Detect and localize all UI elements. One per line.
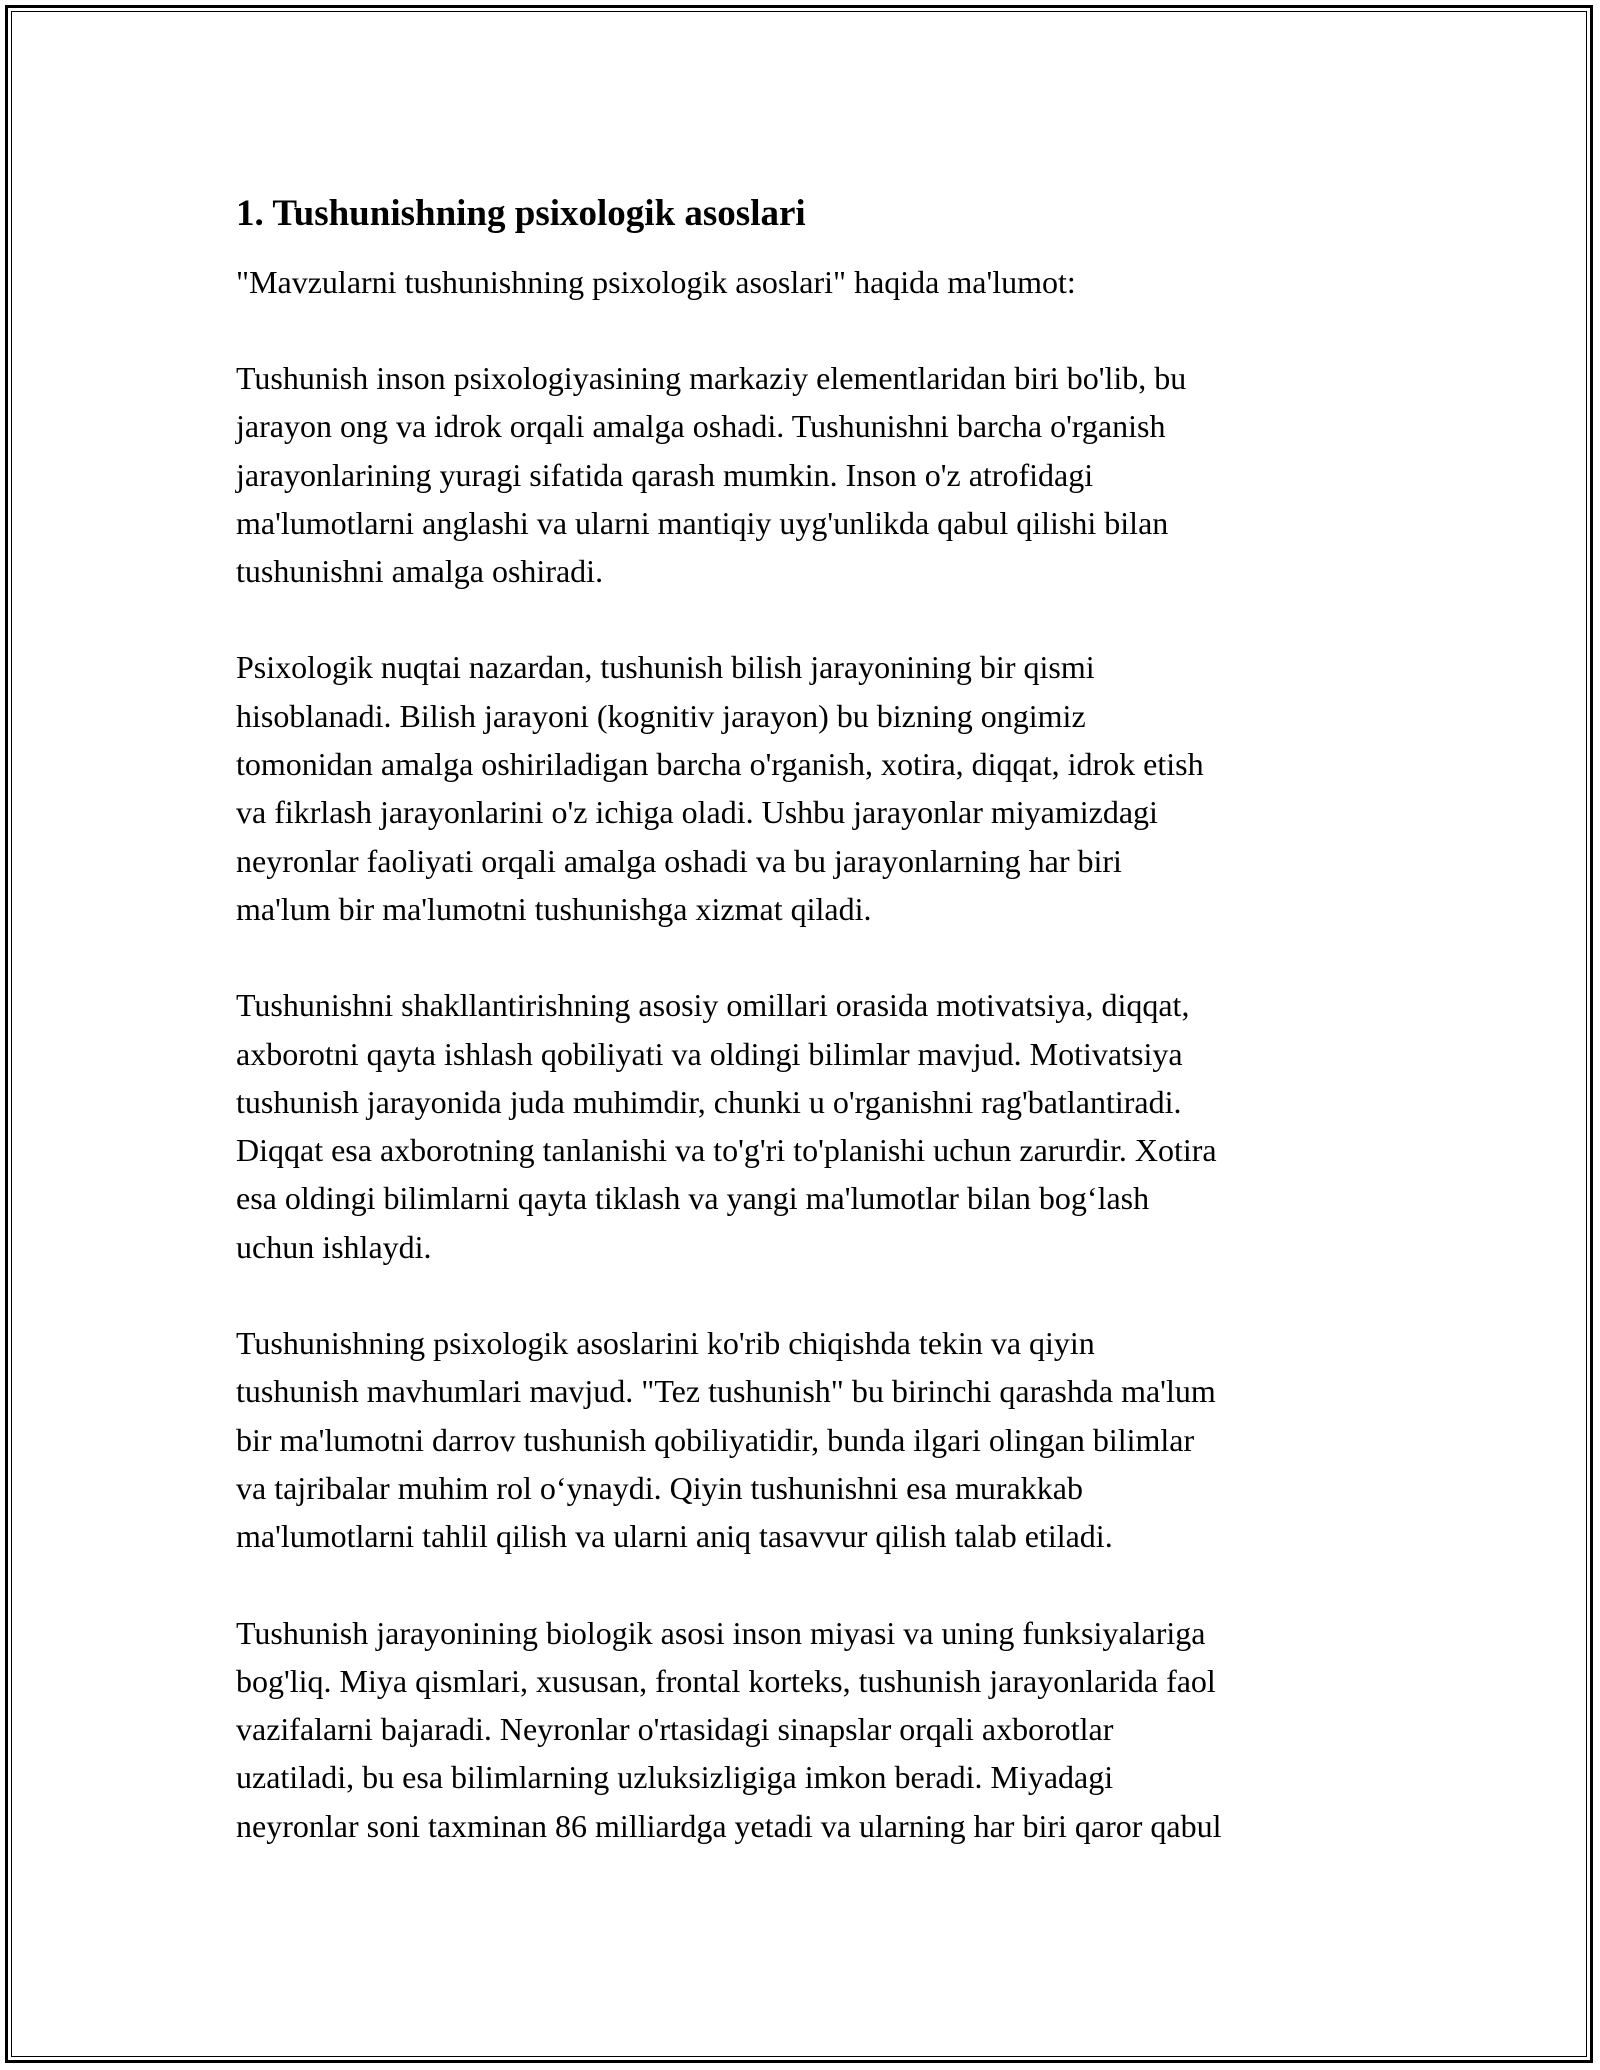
- text-line: vazifalarni bajaradi. Neyronlar o'rtasidagi sinapslar orqali axborotlar: [236, 1711, 1114, 1748]
- text-line: Tushunish inson psixologiyasining markaziy elementlaridan biri bo'lib, bu: [236, 360, 1187, 396]
- intro-line: "Mavzularni tushunishning psixologik asoslari" haqida ma'lumot:: [236, 264, 1076, 300]
- text-line: jarayonlarining yuragi sifatida qarash mumkin. Inson o'z atrofidagi: [236, 456, 1094, 493]
- section-heading: 1. Tushunishning psixologik asoslari: [236, 193, 806, 234]
- text-line: Tushunish jarayonining biologik asosi inson miyasi va uning funksiyalariga: [236, 1614, 1206, 1651]
- paragraph-2: [236, 643, 1376, 933]
- text-line: ma'lumotlarni tahlil qilish va ularni aniq tasavvur qilish talab etiladi.: [236, 1518, 1113, 1555]
- text-line: hisoblanadi. Bilish jarayoni (kognitiv jarayon) bu bizning ongimiz: [236, 697, 1086, 734]
- text-line: uzatiladi, bu esa bilimlarning uzluksizligiga imkon beradi. Miyadagi: [236, 1759, 1114, 1796]
- document-body: [236, 188, 1376, 1898]
- text-line: Tushunishning psixologik asoslarini ko'rib chiqishda tekin va qiyin: [236, 1325, 1095, 1362]
- text-line: bog'liq. Miya qismlari, xususan, frontal korteks, tushunish jarayonlarida faol: [236, 1662, 1216, 1699]
- paragraph-5: [236, 1609, 1376, 1850]
- paragraph-4: [236, 1319, 1376, 1560]
- text-line: va fikrlash jarayonlarini o'z ichiga oladi. Ushbu jarayonlar miyamizdagi: [236, 794, 1158, 831]
- text-line: jarayon ong va idrok orqali amalga oshadi. Tushunishni barcha o'rganish: [236, 408, 1166, 445]
- text-line: bir ma'lumotni darrov tushunish qobiliyatidir, bunda ilgari olingan bilimlar: [236, 1421, 1195, 1458]
- text-line: esa oldingi bilimlarni qayta tiklash va yangi ma'lumotlar bilan bog‘lash: [236, 1180, 1150, 1217]
- text-line: axborotni qayta ishlash qobiliyati va oldingi bilimlar mavjud. Motivatsiya: [236, 1035, 1183, 1072]
- text-line: tushunish mavhumlari mavjud. "Tez tushunish" bu birinchi qarashda ma'lum: [236, 1373, 1216, 1410]
- paragraph-3: [236, 981, 1376, 1271]
- text-line: ma'lum bir ma'lumotni tushunishga xizmat qiladi.: [236, 890, 872, 927]
- text-line: tushunish jarayonida juda muhimdir, chunki u o'rganishni rag'batlantiradi.: [236, 1083, 1182, 1120]
- text-line: neyronlar soni taxminan 86 milliardga yetadi va ularning har biri qaror qabul: [236, 1807, 1222, 1844]
- text-line: va tajribalar muhim rol o‘ynaydi. Qiyin tushunishni esa murakkab: [236, 1469, 1083, 1506]
- text-line: uchun ishlaydi.: [236, 1228, 432, 1265]
- text-line: Psixologik nuqtai nazardan, tushunish bilish jarayonining bir qismi: [236, 649, 1095, 686]
- text-line: tushunishni amalga oshiradi.: [236, 553, 604, 590]
- paragraph-1: [236, 354, 1376, 595]
- text-line: Diqqat esa axborotning tanlanishi va to'g'ri to'planishi uchun zarurdir. Xotira: [236, 1132, 1217, 1169]
- text-line: ma'lumotlarni anglashi va ularni mantiqiy uyg'unlikda qabul qilishi bilan: [236, 504, 1169, 541]
- text-line: tomonidan amalga oshiriladigan barcha o'rganish, xotira, diqqat, idrok etish: [236, 746, 1204, 783]
- text-line: Tushunishni shakllantirishning asosiy omillari orasida motivatsiya, diqqat,: [236, 987, 1190, 1024]
- text-line: neyronlar faoliyati orqali amalga oshadi va bu jarayonlarning har biri: [236, 842, 1122, 879]
